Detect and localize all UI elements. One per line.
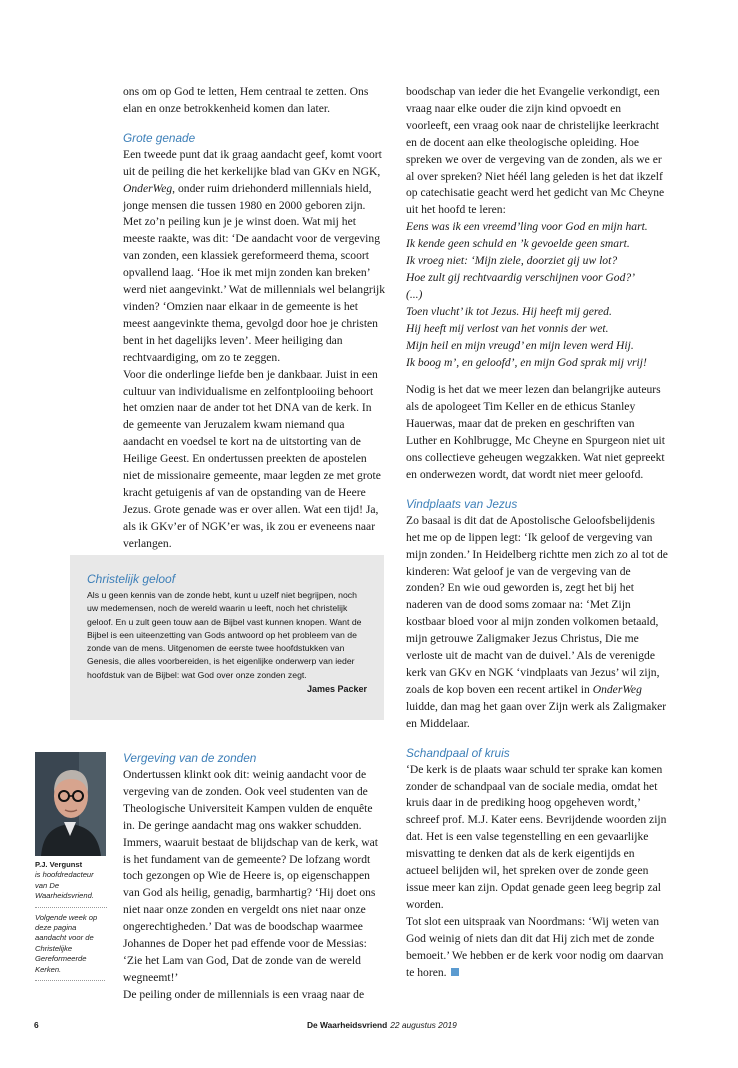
- paragraph: Zo basaal is dit dat de Apostolische Geloofsbelijdenis het me op de lippen legt: ‘Ik geloof de vergeving van mijn zonden.’ In Heidelberg richtte men zich zo al tot de kinderen: Wat geloof je van de vergeving van de zonden? En wie oud geworden is, zegt het bij het naderen van de dood soms zomaar na: ‘Met Zijn kostbaar bloed voor al mijn zonden volkomen betaald, mijn getrouwe Zaligmaker Jezus Christus, Die me verloste uit de macht van de duivel.’ Als de verenigde kerk van GKv en NGK ‘vindplaats van Jezus’ wil zijn, zoals de kop boven een recent artikel in OnderWeg luidde, dan mag het gaan over Zijn werk als Zaligmaker en Middelaar.: [406, 513, 668, 730]
- paragraph: boodschap van ieder die het Evangelie verkondigt, een vraag naar elke ouder die zijn kind opvoedt en voorleeft, een vraag ook naar de christelijke leerkracht en de docent aan elke theologische opleiding. Hoe spreken we over de vergeving van de zonden, als we er al over spreken? Niet héél lang geleden is het dat ikzelf op catechisatie geacht werd het gedicht van Mc Cheyne uit het hoofd te leren:: [406, 85, 665, 217]
- poem-line: Mijn heil en mijn vreugd’ en mijn leven werd Hij.: [406, 338, 634, 352]
- poem-line: Ik vroeg niet: ‘Mijn ziele, doorziet gij uw lot?: [406, 254, 618, 268]
- poem-line: Ik kende geen schuld en ’k gevoelde geen smart.: [406, 237, 630, 251]
- publication-name: OnderWeg: [123, 181, 173, 195]
- quote-box: [70, 555, 384, 720]
- quote-box-title: Christelijk geloof: [87, 572, 176, 586]
- section-heading-vindplaats: Vindplaats van Jezus: [406, 496, 518, 511]
- next-week-note: Volgende week op deze pagina aandacht voor de Christelijke Gereformeerde Kerken.: [35, 907, 107, 975]
- column-right: [406, 84, 668, 981]
- paragraph: Een tweede punt dat ik graag aandacht geef, komt voort uit de peiling die het kerkelijke blad van GKv en NGK, OnderWeg, onder ruim driehonderd millennials hield, jonge mensen die tussen 1980 en 2000 geboren zijn. Met zo’n peiling kun je je winst doen. Wat mij het meeste raakte, was dit: ‘De aandacht voor de vergeving van zonden, een klassiek gereformeerd thema, scoort opvallend laag. ‘Hoe ik met mijn zonden kan breken’ werd niet aangevinkt.’ Wat de millennials wel belangrijk vinden? ‘Omzien naar elkaar in de gemeente is het meest aangevinkte thema, gevolgd door hoe je christen bent in het dagelijks leven’. Meer heiliging dan rechtvaardiging, om zo te zeggen.: [123, 147, 385, 364]
- author-caption: [35, 860, 107, 981]
- caption-divider: [35, 980, 105, 981]
- publication-name: OnderWeg: [592, 682, 642, 696]
- author-name: P.J. Vergunst: [35, 860, 83, 869]
- poem-line: Eens was ik een vreemd’ling voor God en mijn hart.: [406, 220, 648, 234]
- author-role: is hoofdredacteur van De Waarheidsvriend.: [35, 870, 94, 901]
- publication-date: 22 augustus 2019: [390, 1020, 457, 1030]
- column-left-bottom: [123, 750, 385, 1004]
- paragraph: Nodig is het dat we meer lezen dan belangrijke auteurs als de apologeet Tim Keller en de ethicus Stanley Hauerwas, maar dat de preken en geschriften van Luther en Kohlbrugge, Mc Cheyne en Spurgeon niet uit ons collectieve geheugen wegzakken. Wat niet gepreekt en onderwezen wordt, dat wordt niet meer geloofd.: [406, 383, 665, 481]
- paragraph: ons om op God te letten, Hem centraal te zetten. Ons elan en onze betrokkenheid komen dan later.: [123, 85, 369, 115]
- column-left-top: [123, 84, 385, 553]
- publication-title: De Waarheidsvriend: [307, 1020, 388, 1030]
- page-number: 6: [34, 1020, 39, 1030]
- paragraph: Tot slot een uitspraak van Noordmans: ‘Wij weten van God weinig of niets dan dit dat Hij zich met de zonde bemoeit.’ We hebben er de kerk voor nodig om daarvan te horen.: [406, 914, 664, 979]
- poem-line: Ik boog m’, en geloofd’, en mijn God sprak mij vrij!: [406, 355, 647, 369]
- page-footer: [0, 1020, 738, 1034]
- paragraph: Ondertussen klinkt ook dit: weinig aandacht voor de vergeving van de zonden. Ook veel studenten van de Theologische Universiteit Kampen vulden de enquête in. De geringe aandacht mag ons wakker schudden. Immers, waaruit bestaat de blijdschap van de kerk, wat is het fundament van de gemeente? De lofzang wordt toch gezongen op Wie de Heere is, op eigenschappen van God als heilig, genadig, barmhartig? ‘Hij doet ons niet naar onze zonden en vergeldt ons niet naar onze ongerechtigheden.’ Dat was de boodschap waarmee Johannes de Doper het pad effende voor de Messias: ‘Zie het Lam van God, Dat de zonde van de wereld wegneemt!’: [123, 768, 378, 984]
- poem-line: (...): [406, 287, 423, 301]
- quote-box-body: Als u geen kennis van de zonde hebt, kunt u uzelf niet begrijpen, noch uw medemensen, noch de wereld waarin u leeft, noch het christelijk geloof. En u zult geen touw aan de Bijbel vast kunnen knopen. Want de Bijbel is een uiteenzetting van Gods antwoord op het probleem van de zonde van de mens. Uitgenomen de eerste twee hoofdstukken van Genesis, die alles voorbereiden, is het eigenlijke onderwerp van ieder hoofdstuk van de Bijbel: wat God over onze zonden zegt.: [87, 590, 362, 680]
- end-of-article-icon: [451, 968, 459, 976]
- footer-publication: [307, 1020, 457, 1030]
- paragraph: Voor die onderlinge liefde ben je dankbaar. Juist in een cultuur van individualisme en zelfontplooiing behoort het omzien naar de ander tot het DNA van de kerk. In de gemeente van Jeruzalem kwam niemand qua aandacht en voedsel te kort na de uitstorting van de Heilige Geest. En ondertussen preekten de apostelen niet de missionaire gemeente, maar legden ze met grote kracht getuigenis af van de opstanding van de Heere Jezus. Grote genade was er over allen. Wat een tijd! Ja, als ik GKv’er of NGK’er was, ik zou er eveneens naar verlangen.: [123, 367, 381, 550]
- section-heading-schandpaal: Schandpaal of kruis: [406, 745, 510, 760]
- poem: [406, 219, 668, 371]
- author-photo: [35, 752, 106, 856]
- section-heading-vergeving: Vergeving van de zonden: [123, 751, 257, 765]
- section-heading-grote-genade: Grote genade: [123, 130, 196, 145]
- quote-box-author: James Packer: [306, 684, 367, 695]
- paragraph: De peiling onder de millennials is een vraag naar de: [123, 987, 365, 1001]
- poem-line: Hij heeft mij verlost van het vonnis der wet.: [406, 321, 609, 335]
- poem-line: Toen vlucht’ ik tot Jezus. Hij heeft mij gered.: [406, 304, 612, 318]
- paragraph: ‘De kerk is de plaats waar schuld ter sprake kan komen zonder de schandpaal van de sociale media, omdat het kruis daar in de prediking hoog opgeheven wordt,’ schreef prof. M.J. Kater eens. Bevrijdende woorden zijn dat. Het is een valse tegenstelling en een gevaarlijke misvatting te denken dat als de kerk eigentijds en actueel belijden wil, het spreken over de zonde geen issue meer kan zijn. Opdat genade geen leeg begrip zal worden.: [406, 762, 667, 911]
- poem-line: Hoe zult gij rechtvaardig verschijnen voor God?’: [406, 270, 636, 284]
